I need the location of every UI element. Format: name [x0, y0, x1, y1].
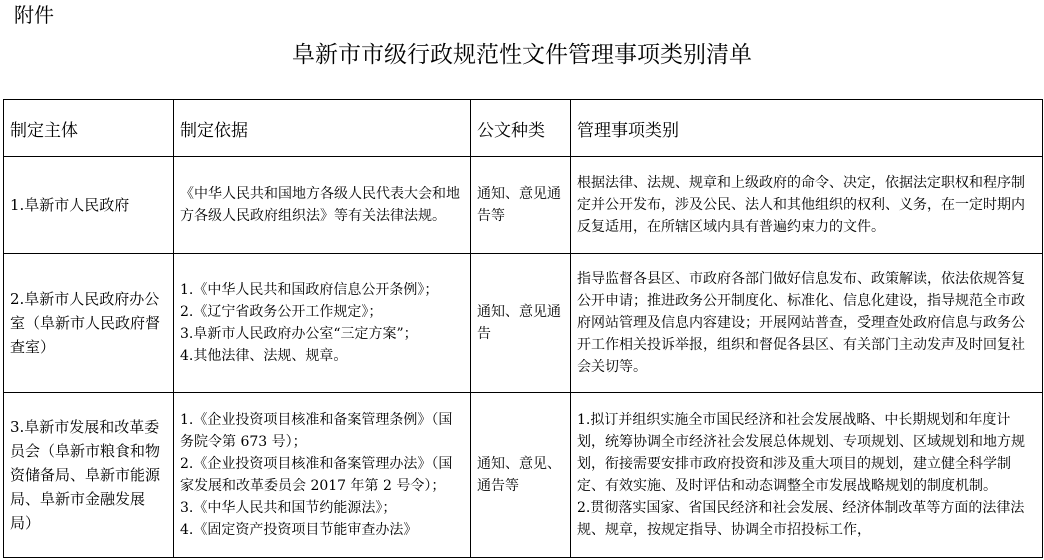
- table-row: [4, 254, 1043, 393]
- cell-subject: 3.阜新市发展和改革委员会（阜新市粮食和物资储备局、阜新市能源局、阜新市金融发展局）: [4, 393, 174, 558]
- basis-line: 4.《固定资产投资项目节能审查办法》: [180, 522, 418, 538]
- page-title: 阜新市市级行政规范性文件管理事项类别清单: [292, 42, 752, 68]
- cell-subject: 1.阜新市人民政府: [4, 157, 174, 254]
- cell-basis: [174, 254, 471, 393]
- category-table: [3, 99, 1043, 558]
- scope-paragraph: 1.拟订并组织实施全市国民经济和社会发展战略、中长期规划和年度计划，统筹协调全市经济社会发展总体规划、专项规划、区域规划和地方规划，衔接需要安排市政府投资和涉及重大项目的规划，建立健全科学制定、有效实施、及时评估和动态调整全市发展战略规划的制度机制。: [577, 412, 1025, 494]
- cell-scope: [571, 157, 1043, 254]
- column-header-basis: 制定依据: [174, 100, 471, 157]
- cell-doc-type: 通知、意见通告: [471, 254, 571, 393]
- column-header-subject: 制定主体: [4, 100, 174, 157]
- cell-basis: [174, 157, 471, 254]
- cell-scope: [571, 254, 1043, 393]
- basis-line: 3.阜新市人民政府办公室“三定方案”；: [180, 326, 418, 342]
- basis-line: 《中华人民共和国地方各级人民代表大会和地方各级人民政府组织法》等有关法律法规。: [180, 186, 460, 224]
- scope-paragraph: 指导监督各县区、市政府各部门做好信息发布、政策解读，依法依规答复公开申请；推进政务公开制度化、标准化、信息化建设，指导规范全市政府网站管理及信息内容建设；开展网站普查，受理查处政府信息与政务公开工作相关投诉举报，组织和督促各县区、有关部门主动发声及时回复社会关切等。: [577, 271, 1025, 375]
- basis-line: 1.《中华人民共和国政府信息公开条例》；: [180, 282, 439, 298]
- basis-line: 3.《中华人民共和国节约能源法》；: [180, 500, 397, 516]
- basis-line: 2.《辽宁省政务公开工作规定》；: [180, 304, 383, 320]
- cell-basis: [174, 393, 471, 558]
- table-row: [4, 393, 1043, 558]
- scope-paragraph: 2.贯彻落实国家、省国民经济和社会发展、经济体制改革等方面的法律法规、规章，按规定指导、协调全市招投标工作，: [577, 500, 1025, 538]
- attachment-label: 附件: [14, 3, 54, 27]
- basis-line: 2.《企业投资项目核准和备案管理办法》（国家发展和改革委员会 2017 年第 2 号令）；: [180, 456, 453, 494]
- column-header-doc-type: 公文种类: [471, 100, 571, 157]
- table-row: [4, 157, 1043, 254]
- basis-line: 4.其他法律、法规、规章。: [180, 348, 348, 364]
- basis-line: 1.《企业投资项目核准和备案管理条例》（国务院令第 673 号）；: [180, 412, 453, 450]
- table-header-row: [4, 100, 1043, 157]
- scope-paragraph: 根据法律、法规、规章和上级政府的命令、决定，依据法定职权和程序制定并公开发布，涉及公民、法人和其他组织的权利、义务，在一定时期内反复适用，在所辖区域内具有普遍约束力的文件。: [577, 175, 1025, 235]
- column-header-scope: 管理事项类别: [571, 100, 1043, 157]
- cell-scope: [571, 393, 1043, 558]
- cell-subject: 2.阜新市人民政府办公室（阜新市人民政府督查室）: [4, 254, 174, 393]
- cell-doc-type: 通知、意见、通告等: [471, 393, 571, 558]
- cell-doc-type: 通知、意见通告等: [471, 157, 571, 254]
